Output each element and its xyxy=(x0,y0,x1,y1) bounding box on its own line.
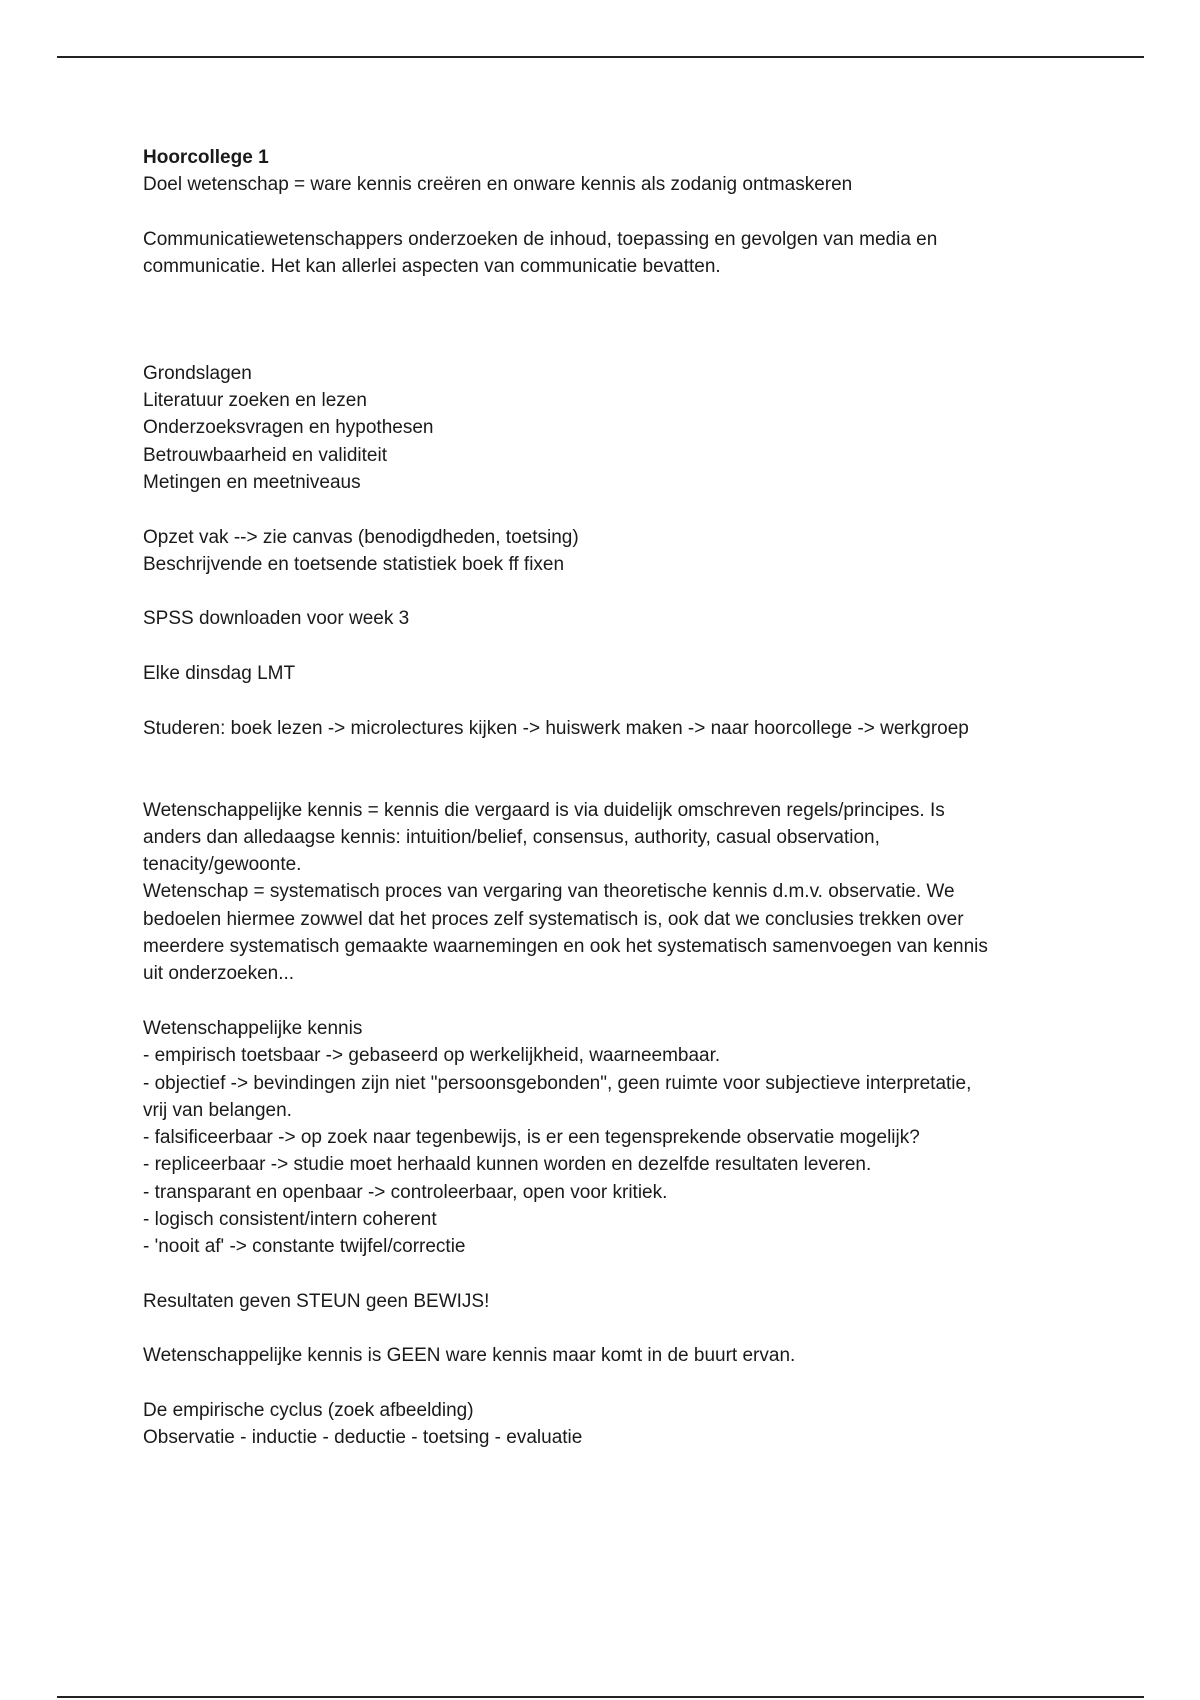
header-rule xyxy=(57,56,1144,58)
comm-line-2: communicatie. Het kan allerlei aspecten van communicatie bevatten. xyxy=(143,256,721,278)
property-item: - logisch consistent/intern coherent xyxy=(143,1208,437,1230)
property-item: - objectief -> bevindingen zijn niet "persoonsgebonden", geen ruimte voor subjectieve interpretatie, xyxy=(143,1072,972,1094)
page-title: Hoorcollege 1 xyxy=(143,147,269,168)
definition-line: Wetenschappelijke kennis = kennis die vergaard is via duidelijk omschreven regels/principes. Is xyxy=(143,799,945,821)
topic-item: Grondslagen xyxy=(143,362,252,384)
document-body xyxy=(143,144,1063,1452)
topic-item: Metingen en meetniveaus xyxy=(143,471,361,493)
definition-line: anders dan alledaagse kennis: intuition/belief, consensus, authority, casual observation, xyxy=(143,826,880,848)
property-item: vrij van belangen. xyxy=(143,1099,292,1121)
section-heading: Wetenschappelijke kennis xyxy=(143,1017,363,1039)
property-item: - transparant en openbaar -> controleerbaar, open voor kritiek. xyxy=(143,1181,668,1203)
topic-item: Onderzoeksvragen en hypothesen xyxy=(143,417,434,439)
intro-line: Doel wetenschap = ware kennis creëren en onware kennis als zodanig ontmaskeren xyxy=(143,174,853,196)
topic-item: Betrouwbaarheid en validiteit xyxy=(143,444,387,466)
spss-line: SPSS downloaden voor week 3 xyxy=(143,608,410,630)
property-item: - 'nooit af' -> constante twijfel/correctie xyxy=(143,1236,466,1258)
definition-line: tenacity/gewoonte. xyxy=(143,854,302,876)
definition-line: uit onderzoeken... xyxy=(143,963,295,985)
resultaten-line: Resultaten geven STEUN geen BEWIJS! xyxy=(143,1290,490,1312)
footer-rule xyxy=(57,1696,1144,1698)
property-item: - empirisch toetsbaar -> gebaseerd op werkelijkheid, waarneembaar. xyxy=(143,1045,721,1067)
comm-line-1: Communicatiewetenschappers onderzoeken de inhoud, toepassing en gevolgen van media en xyxy=(143,228,938,250)
studeren-line: Studeren: boek lezen -> microlectures kijken -> huiswerk maken -> naar hoorcollege -> werkgroep xyxy=(143,717,969,739)
property-item: - repliceerbaar -> studie moet herhaald kunnen worden en dezelfde resultaten leveren. xyxy=(143,1154,872,1176)
statistiek-line: Beschrijvende en toetsende statistiek boek ff fixen xyxy=(143,553,565,575)
property-item: - falsificeerbaar -> op zoek naar tegenbewijs, is er een tegensprekende observatie mogelijk? xyxy=(143,1127,920,1149)
cyclus-heading: De empirische cyclus (zoek afbeelding) xyxy=(143,1400,474,1422)
lmt-line: Elke dinsdag LMT xyxy=(143,663,296,685)
geen-ware-kennis-line: Wetenschappelijke kennis is GEEN ware kennis maar komt in de buurt ervan. xyxy=(143,1345,796,1367)
definition-line: bedoelen hiermee zowwel dat het proces zelf systematisch is, ook dat we conclusies trekken over xyxy=(143,908,964,930)
cyclus-steps: Observatie - inductie - deductie - toetsing - evaluatie xyxy=(143,1427,583,1449)
opzet-line: Opzet vak --> zie canvas (benodigdheden, toetsing) xyxy=(143,526,579,548)
definition-line: Wetenschap = systematisch proces van vergaring van theoretische kennis d.m.v. observatie. We xyxy=(143,881,955,903)
topic-item: Literatuur zoeken en lezen xyxy=(143,390,367,412)
definition-line: meerdere systematisch gemaakte waarnemingen en ook het systematisch samenvoegen van kennis xyxy=(143,936,988,958)
